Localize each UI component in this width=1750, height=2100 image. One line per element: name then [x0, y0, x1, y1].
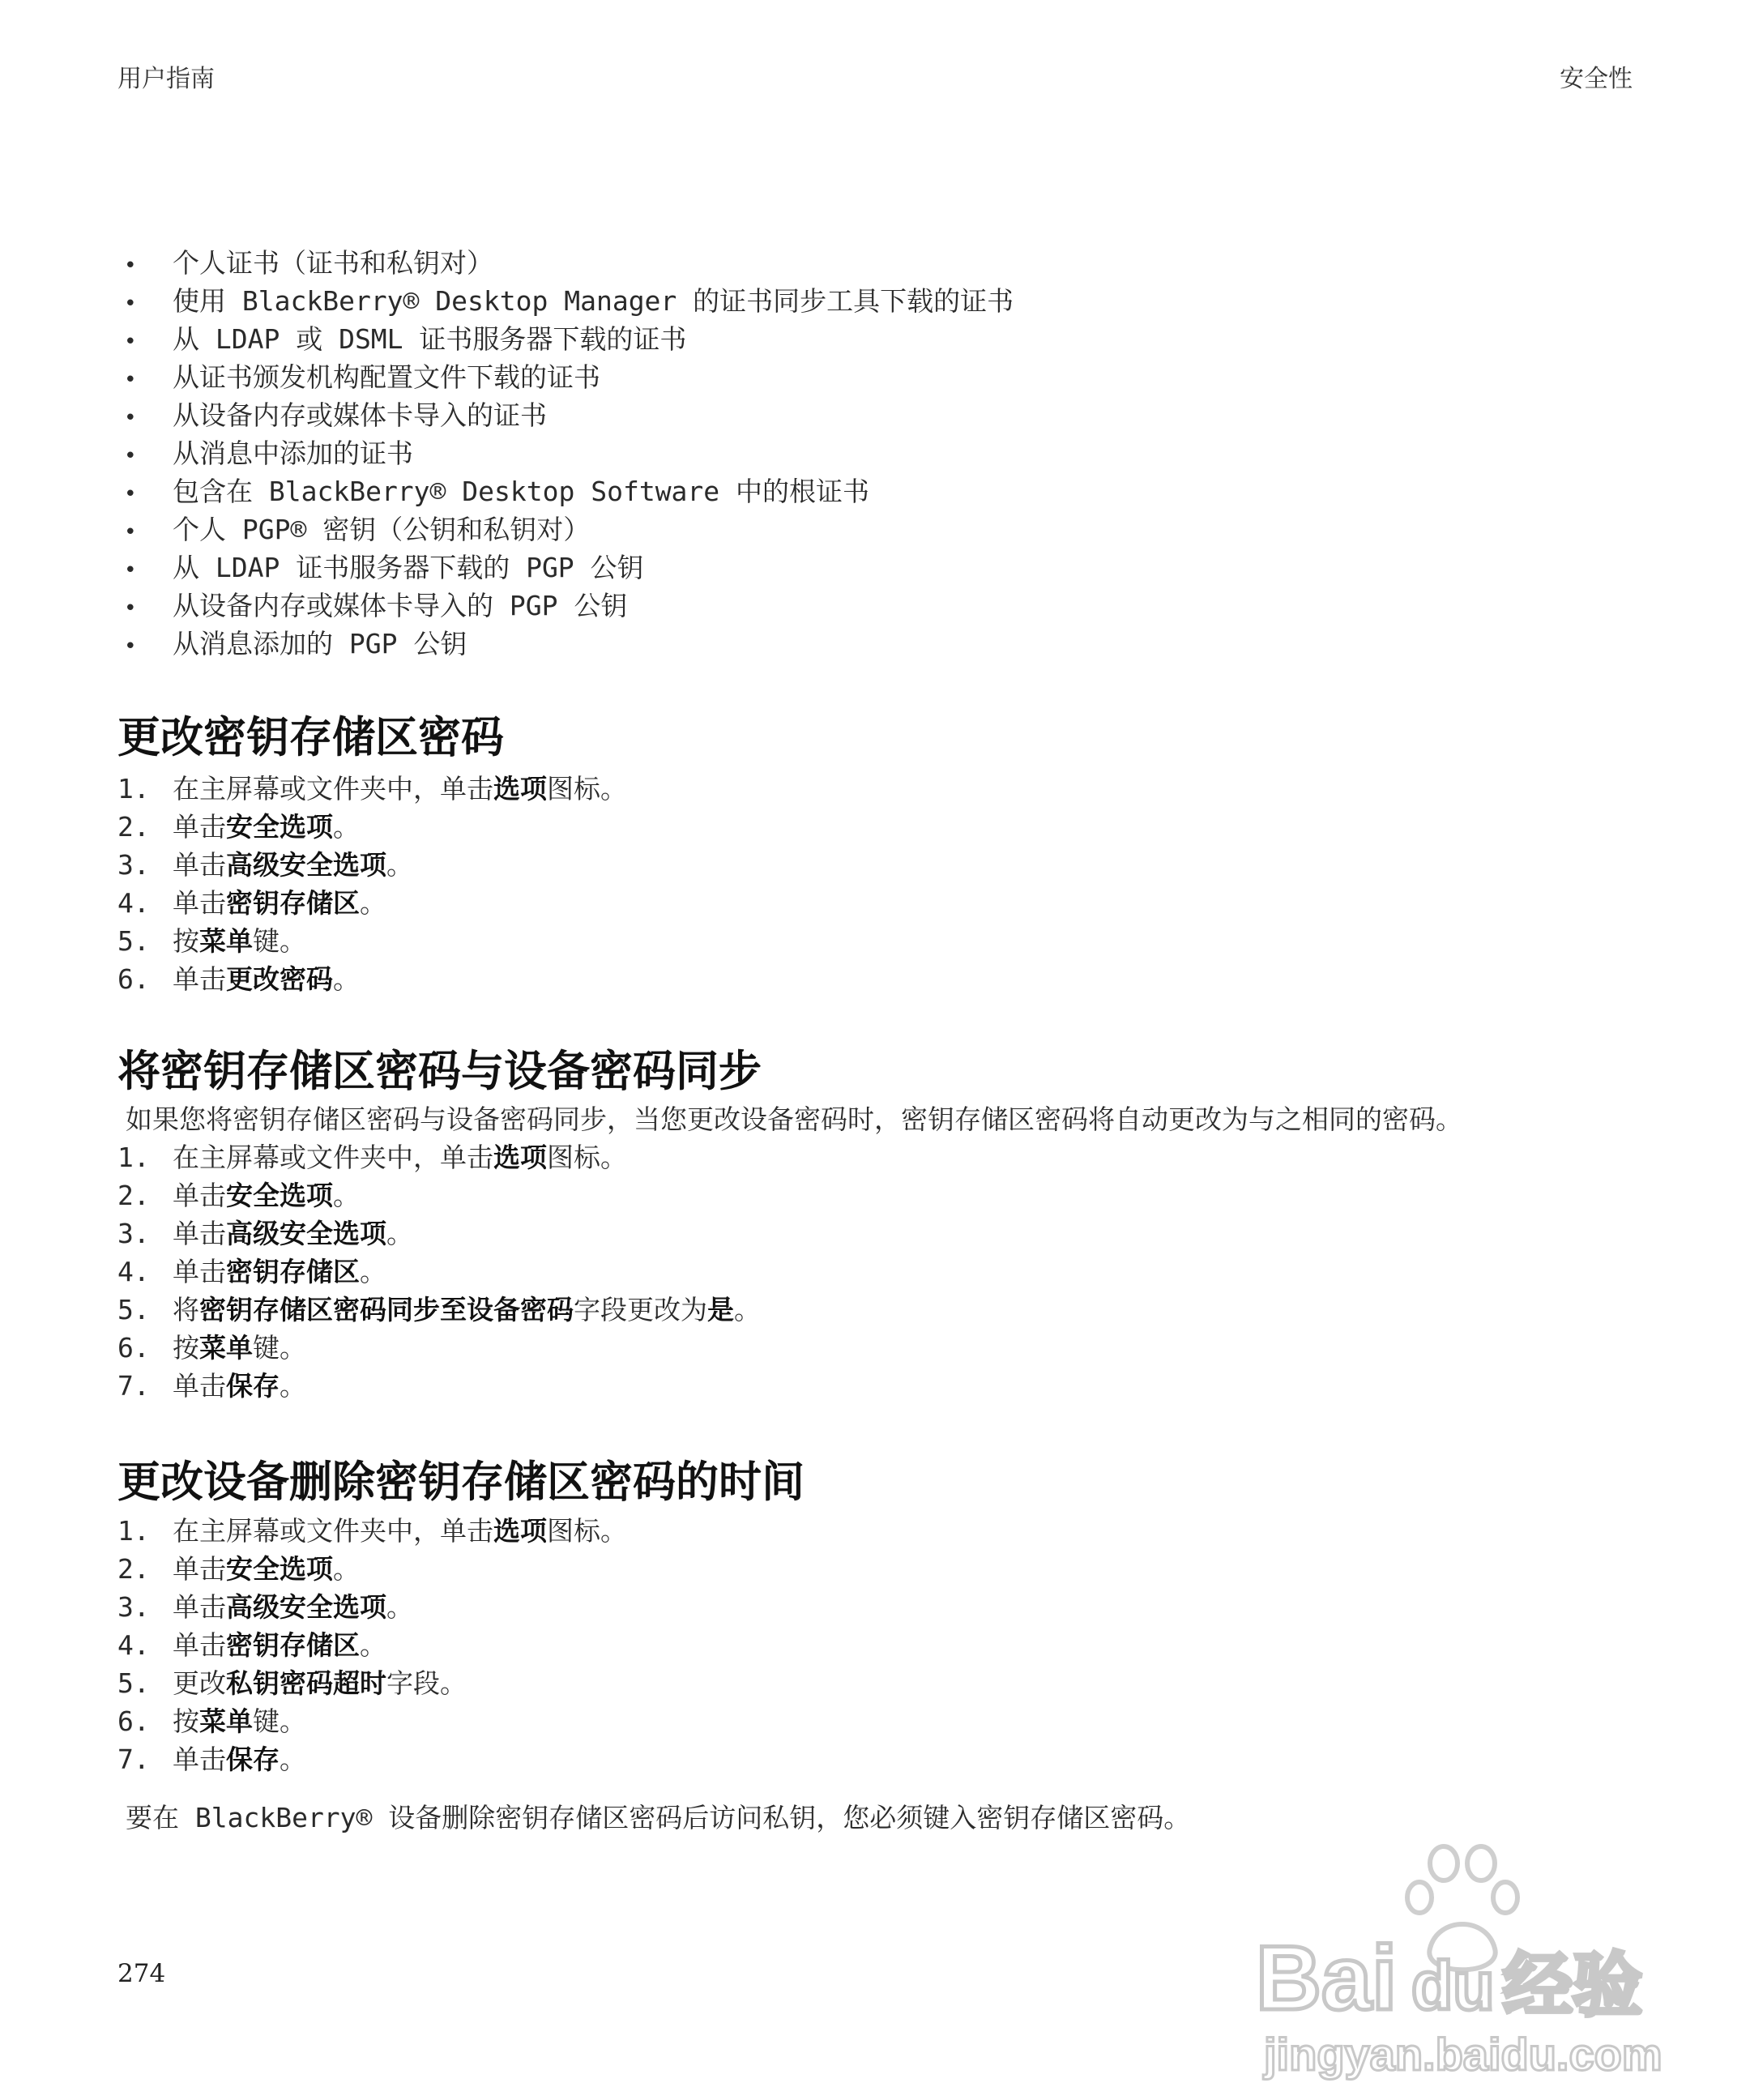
- section-heading: 更改设备删除密钥存储区密码的时间: [117, 1458, 805, 1507]
- step-number: 3.: [117, 1591, 150, 1623]
- step-number: 2.: [117, 1553, 150, 1585]
- svg-text:Bai: Bai: [1256, 1927, 1398, 2029]
- list-item: • 从 LDAP 或 DSML 证书服务器下载的证书: [117, 320, 686, 358]
- step-item: 7. 单击保存。: [117, 1740, 306, 1778]
- ui-term: 高级安全选项: [226, 1591, 386, 1623]
- step-number: 7.: [117, 1744, 150, 1775]
- step-item: 6. 按菜单键。: [117, 1329, 306, 1367]
- ui-term: 密钥存储区: [226, 1256, 360, 1287]
- step-item: 6. 单击更改密码。: [117, 960, 360, 998]
- step-number: 6.: [117, 1332, 150, 1364]
- ui-term: 高级安全选项: [226, 1218, 386, 1249]
- step-number: 2.: [117, 811, 150, 843]
- ui-term: 私钥密码超时: [226, 1667, 386, 1699]
- step-item: 2. 单击安全选项。: [117, 808, 360, 846]
- section-heading: 将密钥存储区密码与设备密码同步: [117, 1047, 762, 1096]
- step-item: 1. 在主屏幕或文件夹中，单击选项图标。: [117, 770, 627, 808]
- step-item: 6. 按菜单键。: [117, 1702, 306, 1740]
- svg-text:jingyan.baidu.com: jingyan.baidu.com: [1264, 2029, 1661, 2080]
- running-header-right: 安全性: [1560, 65, 1633, 93]
- baidu-logo-icon: [1240, 1839, 1661, 2082]
- list-item: • 从证书颁发机构配置文件下载的证书: [117, 358, 600, 396]
- step-item: 2. 单击安全选项。: [117, 1176, 360, 1214]
- ui-term: 保存: [226, 1370, 280, 1402]
- step-item: 5. 按菜单键。: [117, 922, 306, 960]
- step-item: 5. 更改私钥密码超时字段。: [117, 1664, 467, 1702]
- section-heading: 更改密钥存储区密码: [117, 713, 504, 762]
- step-number: 1.: [117, 1515, 150, 1547]
- ui-term: 选项: [493, 1515, 547, 1547]
- list-item: • 从设备内存或媒体卡导入的证书: [117, 396, 547, 434]
- step-item: 4. 单击密钥存储区。: [117, 1253, 386, 1291]
- baidu-jingyan-watermark: [1240, 1839, 1661, 2082]
- list-item: • 从设备内存或媒体卡导入的 PGP 公钥: [117, 587, 627, 625]
- step-item: 5. 将密钥存储区密码同步至设备密码字段更改为是。: [117, 1291, 761, 1329]
- step-number: 5.: [117, 925, 150, 957]
- bullet-marker: •: [124, 520, 137, 544]
- step-item: 2. 单击安全选项。: [117, 1550, 360, 1588]
- step-number: 2.: [117, 1180, 150, 1211]
- bullet-marker: •: [124, 596, 137, 621]
- bullet-marker: •: [124, 368, 137, 392]
- list-item: • 个人证书（证书和私钥对）: [117, 244, 493, 282]
- step-number: 7.: [117, 1370, 150, 1402]
- step-number: 1.: [117, 773, 150, 805]
- svg-text:du: du: [1411, 1948, 1495, 2024]
- ui-term: 选项: [493, 1142, 547, 1173]
- step-item: 4. 单击密钥存储区。: [117, 884, 386, 922]
- list-item: • 从 LDAP 证书服务器下载的 PGP 公钥: [117, 548, 644, 587]
- bullet-marker: •: [124, 482, 137, 506]
- list-item: • 从消息中添加的证书: [117, 434, 413, 472]
- section-note: 要在 BlackBerry® 设备删除密钥存储区密码后访问私钥，您必须键入密钥存储区密码。: [126, 1802, 1191, 1833]
- page-number: 274: [117, 1959, 166, 1988]
- step-number: 6.: [117, 963, 150, 995]
- step-number: 1.: [117, 1142, 150, 1173]
- bullet-marker: •: [124, 254, 137, 278]
- ui-term: 密钥存储区: [226, 887, 360, 919]
- step-number: 3.: [117, 1218, 150, 1249]
- ui-term: 选项: [493, 773, 547, 805]
- list-item: • 个人 PGP® 密钥（公钥和私钥对）: [117, 510, 590, 548]
- ui-term: 菜单: [199, 1705, 253, 1737]
- bullet-marker: •: [124, 292, 137, 316]
- step-number: 5.: [117, 1667, 150, 1699]
- bullet-marker: •: [124, 634, 137, 659]
- ui-term: 高级安全选项: [226, 849, 386, 881]
- step-item: 7. 单击保存。: [117, 1367, 306, 1405]
- step-item: 4. 单击密钥存储区。: [117, 1626, 386, 1664]
- ui-term: 保存: [226, 1744, 280, 1775]
- step-number: 3.: [117, 849, 150, 881]
- step-number: 6.: [117, 1705, 150, 1737]
- ui-term: 更改密码: [226, 963, 333, 995]
- list-item: • 从消息添加的 PGP 公钥: [117, 625, 467, 663]
- list-item: • 包含在 BlackBerry® Desktop Software 中的根证书: [117, 472, 869, 510]
- ui-term: 是: [707, 1294, 734, 1325]
- bullet-marker: •: [124, 406, 137, 430]
- running-header-left: 用户指南: [117, 65, 215, 93]
- ui-term: 安全选项: [226, 1553, 333, 1585]
- list-item: • 使用 BlackBerry® Desktop Manager 的证书同步工具下载的证书: [117, 282, 1014, 320]
- ui-term: 密钥存储区: [226, 1629, 360, 1661]
- step-number: 5.: [117, 1294, 150, 1325]
- step-item: 3. 单击高级安全选项。: [117, 1214, 413, 1253]
- ui-term: 密钥存储区密码同步至设备密码: [199, 1294, 574, 1325]
- step-item: 1. 在主屏幕或文件夹中，单击选项图标。: [117, 1512, 627, 1550]
- step-item: 1. 在主屏幕或文件夹中，单击选项图标。: [117, 1138, 627, 1176]
- ui-term: 安全选项: [226, 811, 333, 843]
- svg-text:经验: 经验: [1503, 1945, 1642, 2026]
- step-item: 3. 单击高级安全选项。: [117, 1588, 413, 1626]
- bullet-marker: •: [124, 330, 137, 354]
- section-intro: 如果您将密钥存储区密码与设备密码同步，当您更改设备密码时，密钥存储区密码将自动更改为与之相同的密码。: [126, 1103, 1462, 1135]
- ui-term: 菜单: [199, 1332, 253, 1364]
- bullet-marker: •: [124, 444, 137, 468]
- step-number: 4.: [117, 1256, 150, 1287]
- step-number: 4.: [117, 1629, 150, 1661]
- step-number: 4.: [117, 887, 150, 919]
- step-item: 3. 单击高级安全选项。: [117, 846, 413, 884]
- bullet-marker: •: [124, 558, 137, 583]
- ui-term: 安全选项: [226, 1180, 333, 1211]
- ui-term: 菜单: [199, 925, 253, 957]
